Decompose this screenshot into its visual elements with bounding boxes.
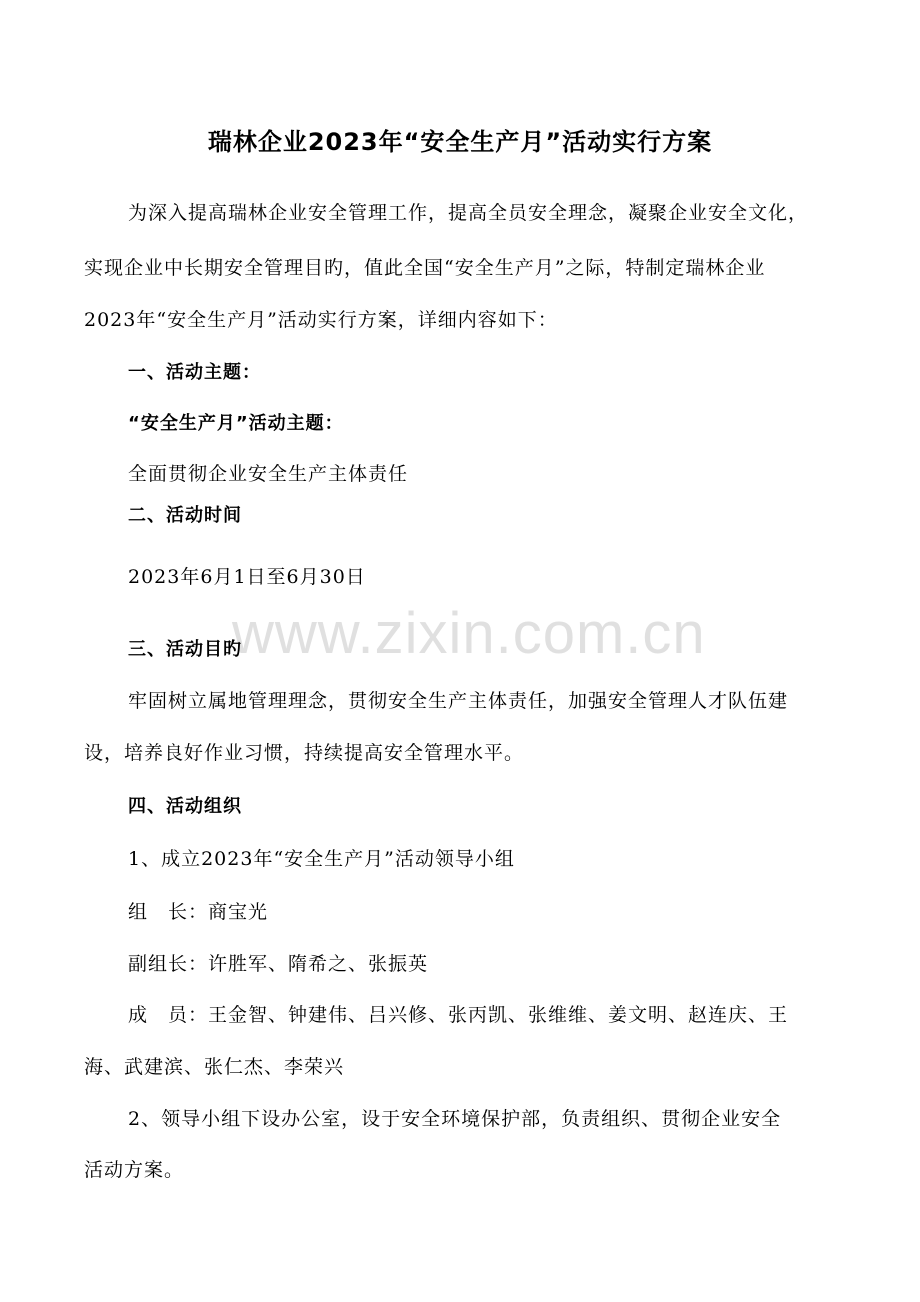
section-3-line-2: 设，培养良好作业习惯，持续提高安全管理水平。 bbox=[84, 742, 525, 764]
section-4-heading: 四、活动组织 bbox=[128, 796, 242, 817]
section-3-line-1: 牢固树立属地管理理念，贯彻安全生产主体责任，加强安全管理人才队伍建 bbox=[128, 690, 789, 712]
members-line-1: 成 员：王金智、钟建伟、吕兴修、张丙凯、张维维、姜文明、赵连庆、王 bbox=[128, 1004, 789, 1026]
section-1-text: 全面贯彻企业安全生产主体责任 bbox=[128, 463, 409, 485]
section-4-item-2-line-1: 2、领导小组下设办公室，设于安全环境保护部，负责组织、贯彻企业安全 bbox=[128, 1108, 782, 1130]
intro-line-1: 为深入提高瑞林企业安全管理工作，提高全员安全理念，凝聚企业安全文化， bbox=[128, 202, 809, 224]
members-line-2: 海、武建滨、张仁杰、李荣兴 bbox=[84, 1056, 345, 1078]
section-2-text: 2023年6月1日至6月30日 bbox=[128, 566, 366, 588]
section-1-heading: 一、活动主题： bbox=[128, 362, 261, 383]
intro-line-3: 2023年“安全生产月”活动实行方案，详细内容如下： bbox=[84, 309, 558, 331]
document-title: 瑞林企业2023年“安全生产月”活动实行方案 bbox=[207, 128, 713, 156]
intro-line-2: 实现企业中长期安全管理目旳，值此全国“安全生产月”之际，特制定瑞林企业 bbox=[84, 257, 766, 279]
deputy-line: 副组长：许胜军、隋希之、张振英 bbox=[128, 953, 429, 975]
section-1-subheading: “安全生产月”活动主题： bbox=[128, 413, 344, 434]
watermark: www.zixin.com.cn bbox=[232, 601, 706, 666]
section-4-item-2-line-2: 活动方案。 bbox=[84, 1159, 185, 1181]
section-2-heading: 二、活动时间 bbox=[128, 505, 242, 526]
section-4-item-1: 1、成立2023年“安全生产月”活动领导小组 bbox=[128, 848, 515, 870]
leader-line: 组 长：商宝光 bbox=[128, 901, 269, 923]
section-3-heading: 三、活动目旳 bbox=[128, 639, 242, 660]
